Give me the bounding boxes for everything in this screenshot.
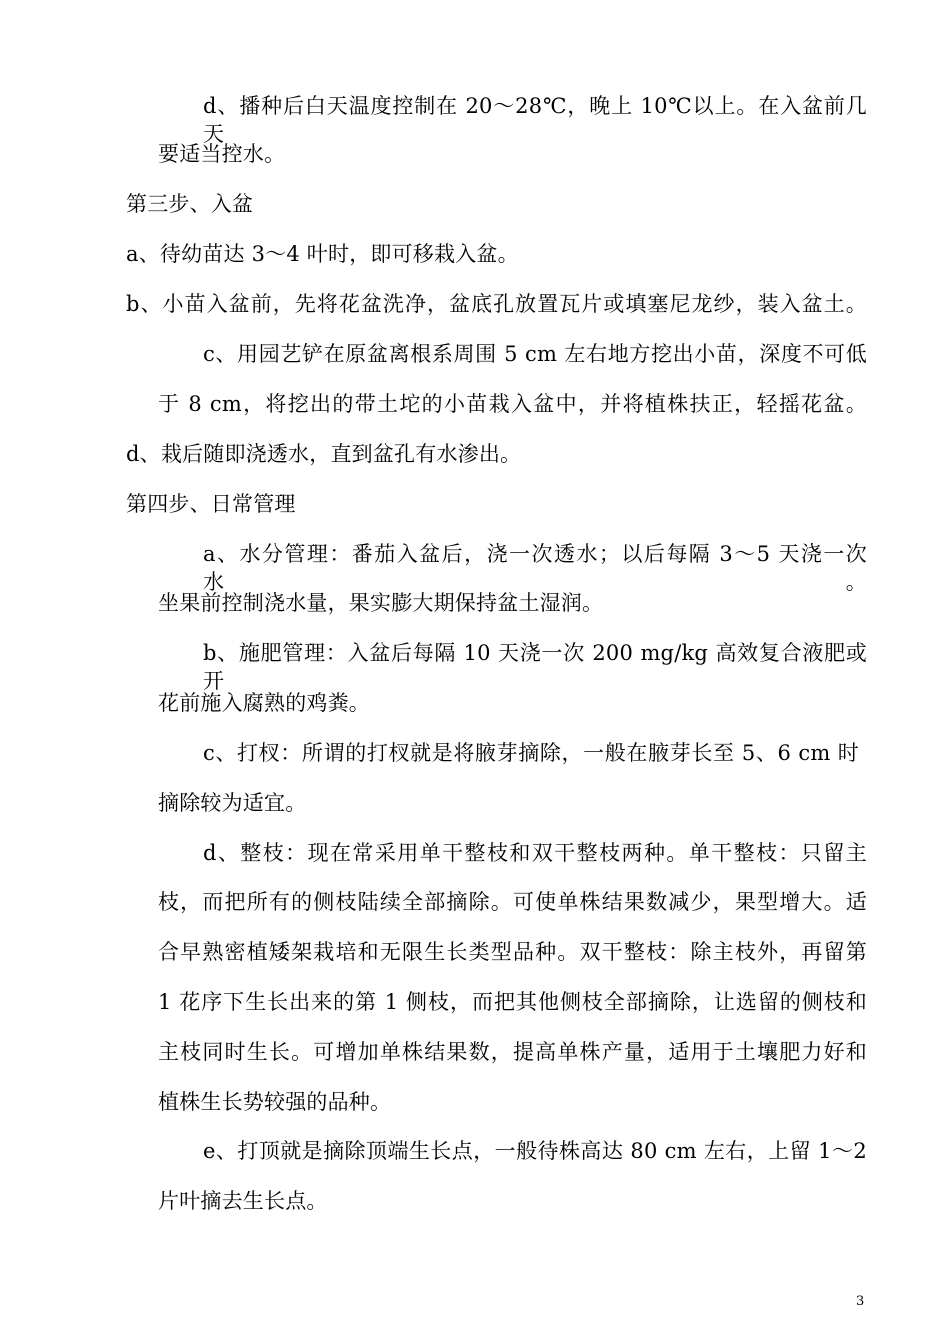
text-line: 枝，而把所有的侧枝陆续全部摘除。可使单株结果数减少，果型增大。适 — [158, 890, 867, 914]
text-line: d、栽后随即浇透水，直到盆孔有水渗出。 — [126, 442, 522, 466]
text-line: e、打顶就是摘除顶端生长点，一般待株高达 80 cm 左右，上留 1～2 — [203, 1139, 867, 1163]
text-line: 片叶摘去生长点。 — [158, 1189, 328, 1213]
page-number: 3 — [856, 1294, 865, 1309]
text-line: c、打杈：所谓的打杈就是将腋芽摘除，一般在腋芽长至 5、6 cm 时 — [203, 741, 859, 765]
text-line: d、整枝：现在常采用单干整枝和双干整枝两种。单干整枝：只留主 — [203, 841, 867, 865]
section-heading: 第四步、日常管理 — [126, 492, 296, 516]
text-line: 合早熟密植矮架栽培和无限生长类型品种。双干整枝：除主枝外，再留第 — [158, 940, 867, 964]
text-line: a、水分管理：番茄入盆后，浇一次透水；以后每隔 3～5 天浇一次水。 — [203, 542, 867, 594]
text-line: 1 花序下生长出来的第 1 侧枝，而把其他侧枝全部摘除，让选留的侧枝和 — [158, 990, 867, 1014]
text-line: d、播种后白天温度控制在 20～28℃，晚上 10℃以上。在入盆前几天 — [203, 94, 867, 146]
text-line: b、施肥管理：入盆后每隔 10 天浇一次 200 mg/kg 高效复合液肥或开 — [203, 641, 867, 693]
text-line: 植株生长势较强的品种。 — [158, 1090, 392, 1114]
text-line: 坐果前控制浇水量，果实膨大期保持盆土湿润。 — [158, 591, 604, 615]
text-line: 花前施入腐熟的鸡粪。 — [158, 691, 370, 715]
text-line: c、用园艺铲在原盆离根系周围 5 cm 左右地方挖出小苗，深度不可低 — [203, 342, 867, 366]
text-line: 要适当控水。 — [158, 142, 286, 166]
section-heading: 第三步、入盆 — [126, 192, 254, 216]
text-line: b、小苗入盆前，先将花盆洗净，盆底孔放置瓦片或填塞尼龙纱，装入盆土。 — [126, 292, 867, 316]
text-line: 主枝同时生长。可增加单株结果数，提高单株产量，适用于土壤肥力好和 — [158, 1040, 867, 1064]
text-line: 于 8 cm，将挖出的带土坨的小苗栽入盆中，并将植株扶正，轻摇花盆。 — [158, 392, 867, 416]
text-line: 摘除较为适宜。 — [158, 791, 307, 815]
text-line: a、待幼苗达 3～4 叶时，即可移栽入盆。 — [126, 242, 519, 266]
